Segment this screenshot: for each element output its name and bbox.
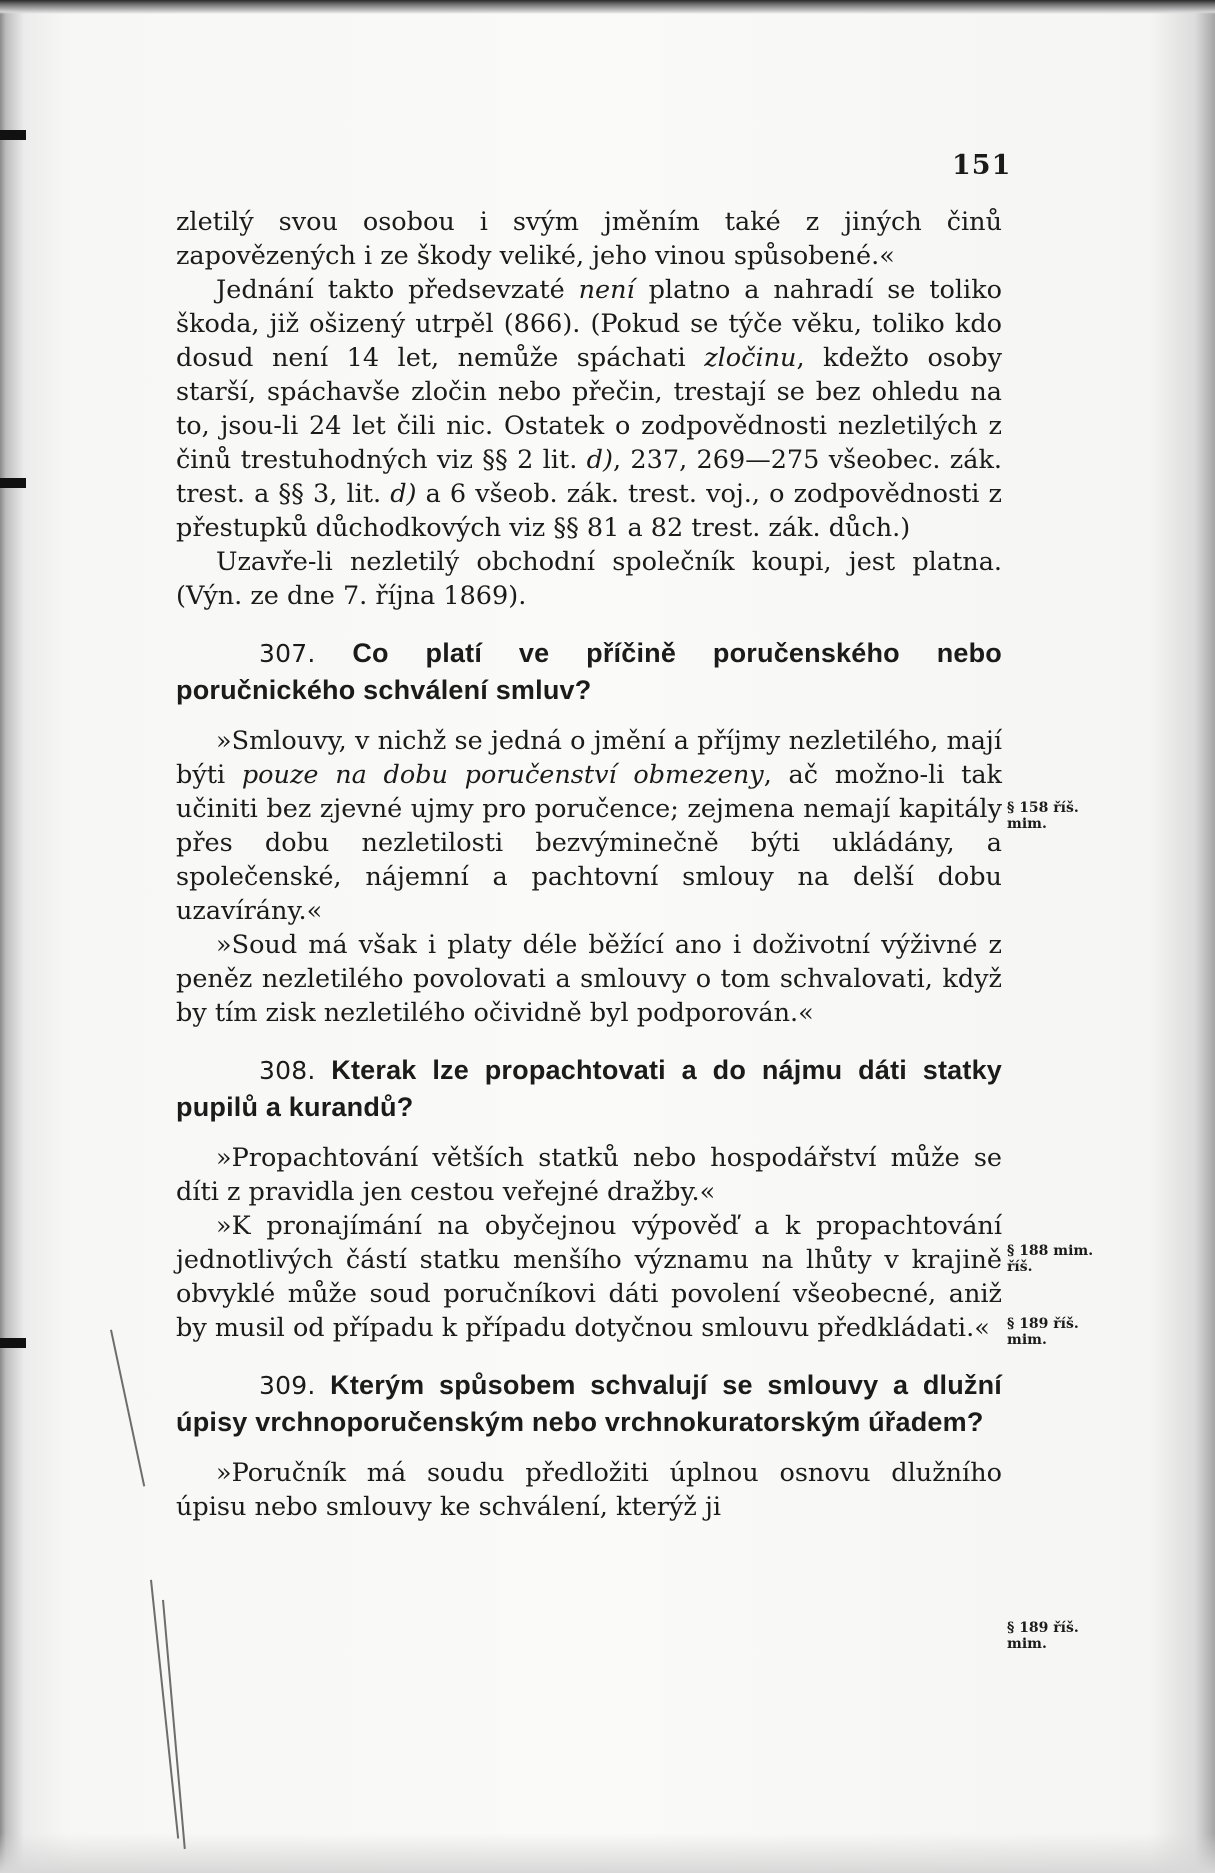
text-run: »Smlouvy, v nichž se jedná o jmění a příjmy nezletilého, mají býti xyxy=(176,726,1002,790)
text-run: , 237, 269—275 všeobec. zák. trest. a §§ 3, lit. xyxy=(176,445,1002,509)
paragraph xyxy=(176,724,1002,928)
text-run: »Soud má však i platy déle běžící ano i doživotní výživné z peněz nezletilého povolovati a smlouvy o tom schvalovati, když by tím zisk nezletilého očividně byl podporován.« xyxy=(176,930,1002,1028)
document-body xyxy=(176,205,1002,1524)
italic-text: není xyxy=(578,275,635,305)
question-heading xyxy=(176,635,1002,708)
question-number: 307. xyxy=(259,639,316,668)
italic-text: d) xyxy=(390,479,417,509)
question-title: Kterak lze propachtovati a do nájmu dáti statky pupilů a kurandů? xyxy=(176,1055,1003,1122)
paragraph xyxy=(176,928,1002,1030)
paragraph xyxy=(176,205,1002,273)
spacer xyxy=(176,1030,1002,1052)
text-run: zletilý svou osobou i svým jměním také z jiných činů zapovězených i ze škody veliké, jeho vinou spůsobené.« xyxy=(176,207,1002,271)
margin-note: § 188 mim. říš. xyxy=(1007,1243,1094,1275)
question-number: 308. xyxy=(259,1056,316,1085)
paragraph xyxy=(176,1456,1002,1524)
question-title: Co platí ve příčině poručenského nebo poručnického schválení smluv? xyxy=(176,638,1003,705)
paragraph xyxy=(176,1209,1002,1345)
page-top-shadow xyxy=(0,0,1215,14)
question-heading xyxy=(176,1367,1002,1440)
text-run: platno a nahradí se toliko škoda, již ošizený utrpěl (866). (Pokud se týče věku, toliko kdo dosud není 14 let, nemůže spáchati xyxy=(176,275,1002,373)
question-number: 309. xyxy=(259,1371,316,1400)
binding-mark xyxy=(0,478,26,488)
text-run: Jednání takto předsevzaté xyxy=(216,275,579,305)
margin-note: § 189 říš. mim. xyxy=(1007,1620,1079,1652)
paragraph xyxy=(176,273,1002,545)
spacer xyxy=(176,708,1002,724)
binding-mark xyxy=(0,1338,26,1348)
paragraph xyxy=(176,545,1002,613)
margin-note: § 189 říš. mim. xyxy=(1007,1316,1079,1348)
text-run: , kdežto osoby starší, spáchavše zločin nebo přečin, trestají se bez ohledu na to, jsou-li 24 let čili nic. Ostatek o zodpovědnosti nezletilých z činů trestuhodných viz §§ 2 lit. xyxy=(176,343,1002,475)
text-run: , ač možno-li tak učiniti bez zjevné ujmy pro poručence; zejmena nemají kapitály přes dobu nezletilosti bezvýminečně býti ukládány, a společenské, nájemní a pachtovní smlouy na delší dobu uzavírány.« xyxy=(176,760,1002,926)
spacer xyxy=(176,1125,1002,1141)
paragraph xyxy=(176,1141,1002,1209)
question-title: Kterým spůsobem schvalují se smlouvy a dlužní úpisy vrchnoporučenským nebo vrchnokuratorským úřadem? xyxy=(176,1370,1003,1437)
italic-text: zločinu xyxy=(704,343,797,373)
spacer xyxy=(176,613,1002,635)
spacer xyxy=(176,1345,1002,1367)
spacer xyxy=(176,1440,1002,1456)
margin-note: § 158 říš. mim. xyxy=(1007,800,1079,832)
text-run: »Propachtování větších statků nebo hospodářství může se díti z pravidla jen cestou veřejné dražby.« xyxy=(176,1143,1002,1207)
binding-mark xyxy=(0,130,26,140)
italic-text: d) xyxy=(586,445,613,475)
text-run: Uzavře-li nezletilý obchodní společník koupi, jest platna. (Výn. ze dne 7. října 1869). xyxy=(176,547,1002,611)
text-run: »K pronajímání na obyčejnou výpověď a k propachtování jednotlivých částí statku menšího významu na lhůty v krajině obvyklé může soud poručníkovi dáti povolení všeobecné, aniž by musil od případu k případu dotyčnou smlouvu předkládati.« xyxy=(176,1211,1002,1343)
text-run: »Poručník má soudu předložiti úplnou osnovu dlužního úpisu nebo smlouvy ke schválení, kterýž ji xyxy=(176,1458,1002,1522)
page-number: 151 xyxy=(952,150,1012,181)
italic-text: pouze na dobu poručenství obmezeny xyxy=(241,760,764,790)
text-run: a 6 všeob. zák. trest. voj., o zodpovědnosti z přestupků důchodkových viz §§ 81 a 82 trest. zák. důch.) xyxy=(176,479,1002,543)
question-heading xyxy=(176,1052,1002,1125)
